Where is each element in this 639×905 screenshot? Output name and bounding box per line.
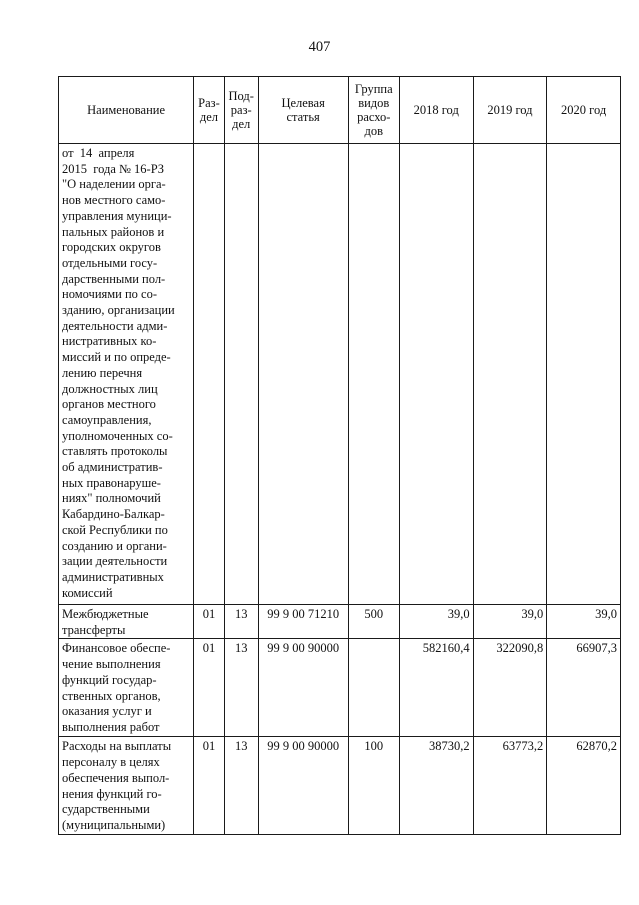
row-2018-cell: 582160,4 (399, 639, 473, 737)
table-row (59, 144, 621, 605)
row-gruppa-cell: 500 (348, 605, 399, 639)
header-year-2018: 2018 год (399, 77, 473, 144)
row-podrazdel-cell: 13 (224, 639, 258, 737)
header-row (59, 77, 621, 144)
row-name-cell: Расходы на выплаты персоналу в целях обеспечения выпол- нения функций го- сударственными (муниципальными) (59, 737, 194, 834)
row-2018-cell (399, 144, 473, 605)
row-gruppa-cell (348, 144, 399, 605)
row-razdel-cell: 01 (194, 639, 225, 737)
row-tselevaya-cell: 99 9 00 90000 (258, 737, 348, 834)
header-year-2019: 2019 год (473, 77, 547, 144)
header-podrazdel: Под- раз- дел (224, 77, 258, 144)
row-razdel-cell: 01 (194, 605, 225, 639)
row-name-cell: Межбюджетные трансферты (59, 605, 194, 639)
table-row (59, 639, 621, 737)
row-podrazdel-cell: 13 (224, 737, 258, 834)
row-2019-cell (473, 144, 547, 605)
header-year-2020: 2020 год (547, 77, 621, 144)
row-gruppa-cell (348, 639, 399, 737)
row-2020-cell: 62870,2 (547, 737, 621, 834)
header-gruppa-vidov-raskhodov: Группа видов расхо- дов (348, 77, 399, 144)
row-tselevaya-cell: 99 9 00 90000 (258, 639, 348, 737)
row-2020-cell (547, 144, 621, 605)
row-2019-cell: 63773,2 (473, 737, 547, 834)
budget-table (58, 76, 621, 835)
row-tselevaya-cell (258, 144, 348, 605)
row-tselevaya-cell: 99 9 00 71210 (258, 605, 348, 639)
row-gruppa-cell: 100 (348, 737, 399, 834)
row-razdel-cell (194, 144, 225, 605)
row-2019-cell: 39,0 (473, 605, 547, 639)
row-2020-cell: 39,0 (547, 605, 621, 639)
table-row (59, 605, 621, 639)
row-2018-cell: 39,0 (399, 605, 473, 639)
row-podrazdel-cell: 13 (224, 605, 258, 639)
row-podrazdel-cell (224, 144, 258, 605)
row-2018-cell: 38730,2 (399, 737, 473, 834)
row-name-cell: от 14 апреля 2015 года № 16-РЗ "О наделении орга- нов местного само- управления муници- пальных районов и городских округов отдельными госу- дарственными пол- номочиями по со- зданию, организации деятельности адми- нистративных ко- миссий и по опреде- лению перечня должностных лиц органов местного самоуправления, уполномоченных со- ставлять протоколы об административ- ных правонаруше- ниях" полномочий Кабардино-Балкар- ской Республики по созданию и органи- зации деятельности административных комиссий (59, 144, 194, 605)
row-2020-cell: 66907,3 (547, 639, 621, 737)
table-row (59, 737, 621, 834)
header-name: Наименование (59, 77, 194, 144)
page-number: 407 (308, 39, 331, 55)
row-razdel-cell: 01 (194, 737, 225, 834)
row-2019-cell: 322090,8 (473, 639, 547, 737)
header-tselevaya-statya: Целевая статья (258, 77, 348, 144)
row-name-cell: Финансовое обеспе- чение выполнения функций государ- ственных органов, оказания услуг и выполнения работ (59, 639, 194, 737)
header-razdel: Раз- дел (194, 77, 225, 144)
